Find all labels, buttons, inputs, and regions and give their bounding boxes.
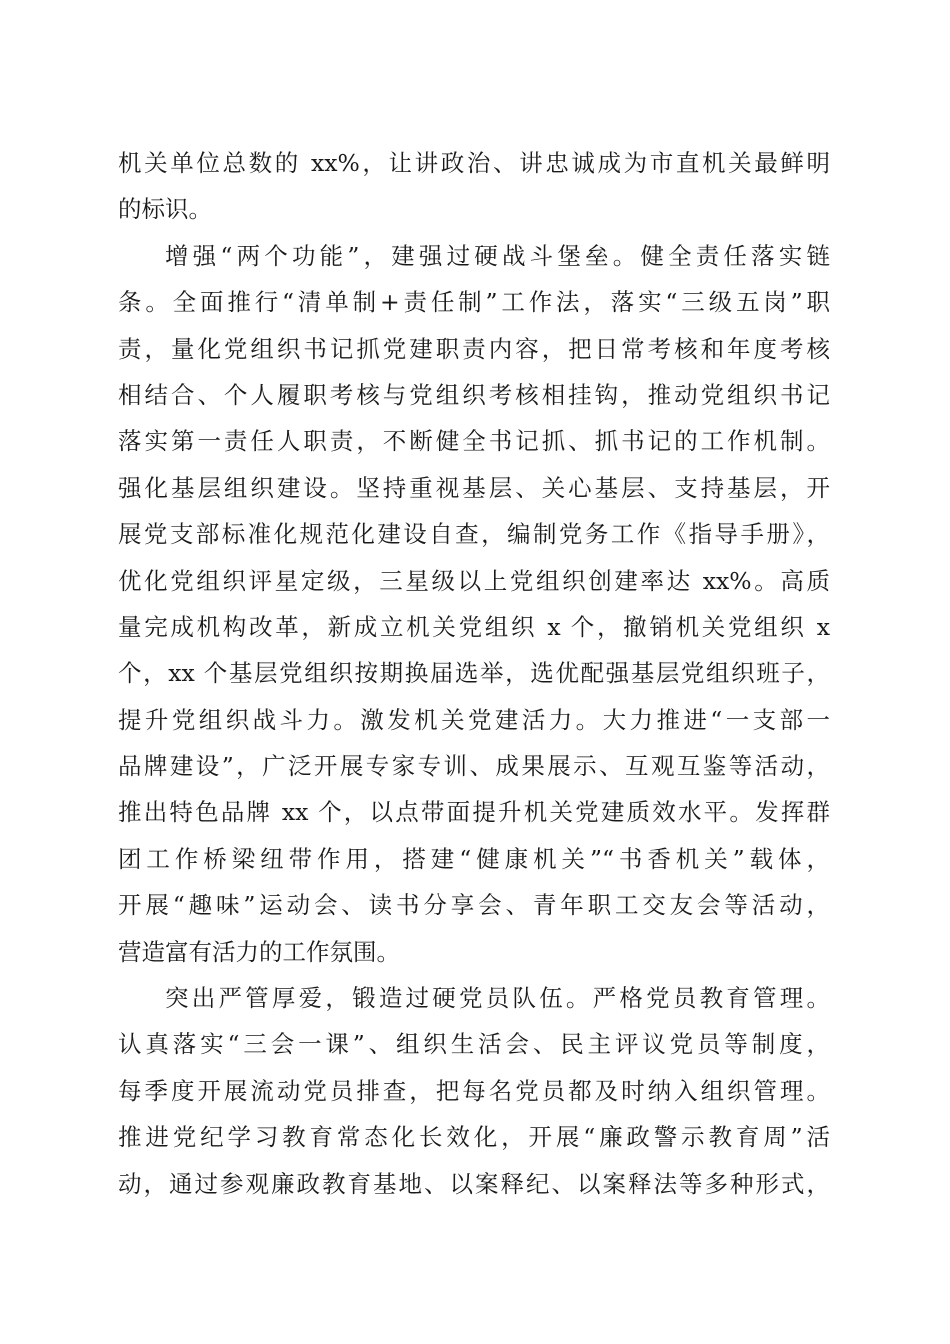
text-line: 条。全面推行“清单制+责任制”工作法，落实“三级五岗”职: [118, 288, 830, 317]
text-line: 强化基层组织建设。坚持重视基层、关心基层、支持基层，开: [118, 473, 830, 502]
text-line: 推出特色品牌 xx 个，以点带面提升机关党建质效水平。发挥群: [118, 798, 830, 827]
text-line: 认真落实“三会一课”、组织生活会、民主评议党员等制度，: [118, 1030, 830, 1059]
text-line: 量完成机构改革，新成立机关党组织 x 个，撤销机关党组织 x: [118, 612, 830, 641]
paragraph-start-line: 突出严管厚爱，锻造过硬党员队伍。严格党员教育管理。: [165, 984, 830, 1013]
text-line: 提升党组织战斗力。激发机关党建活力。大力推进“一支部一: [118, 705, 830, 734]
paragraph-start-line: 增强“两个功能”，建强过硬战斗堡垒。健全责任落实链: [165, 241, 830, 270]
text-line: 动，通过参观廉政教育基地、以案释纪、以案释法等多种形式，: [118, 1169, 830, 1198]
text-line: 个，xx 个基层党组织按期换届选举，选优配强基层党组织班子，: [118, 659, 830, 688]
body-text: [118, 140, 830, 1207]
text-line: 开展“趣味”运动会、读书分享会、青年职工交友会等活动，: [118, 891, 830, 920]
text-line: 团工作桥梁纽带作用，搭建“健康机关”“书香机关”载体，: [118, 844, 830, 873]
text-line: 每季度开展流动党员排查，把每名党员都及时纳入组织管理。: [118, 1076, 830, 1105]
text-line: 的标识。: [118, 195, 212, 224]
text-line: 推进党纪学习教育常态化长效化，开展“廉政警示教育周”活: [118, 1123, 830, 1152]
text-line: 责，量化党组织书记抓党建职责内容，把日常考核和年度考核: [118, 334, 830, 363]
text-line: 机关单位总数的 xx%，让讲政治、讲忠诚成为市直机关最鲜明: [118, 149, 830, 177]
text-line: 优化党组织评星定级，三星级以上党组织创建率达 xx%。高质: [118, 566, 830, 595]
text-line: 品牌建设”，广泛开展专家专训、成果展示、互观互鉴等活动，: [118, 752, 830, 781]
text-line: 展党支部标准化规范化建设自查，编制党务工作《指导手册》，: [118, 520, 830, 549]
text-line: 营造富有活力的工作氛围。: [118, 937, 400, 966]
text-line: 落实第一责任人职责，不断健全书记抓、抓书记的工作机制。: [118, 427, 830, 456]
text-line: 相结合、个人履职考核与党组织考核相挂钩，推动党组织书记: [118, 380, 830, 409]
